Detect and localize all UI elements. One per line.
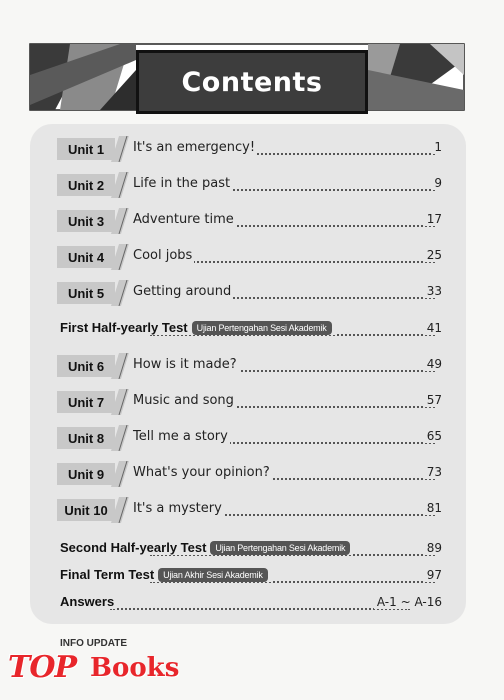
test-badge: Ujian Akhir Sesi Akademik — [158, 568, 268, 582]
unit-label: Unit 7 — [67, 394, 105, 410]
page-number: 81 — [424, 501, 442, 515]
unit-label: Unit 4 — [67, 249, 105, 265]
page-number: 33 — [424, 284, 442, 298]
logo-top-text: TOP — [8, 650, 77, 685]
unit-title: It's an emergency! — [133, 140, 256, 155]
test-title — [60, 567, 271, 582]
unit-tab — [57, 280, 127, 306]
page-number: 9 — [431, 176, 442, 190]
page-number: 65 — [424, 429, 442, 443]
unit-tab — [57, 172, 127, 198]
test-badge: Ujian Pertengahan Sesi Akademik — [210, 541, 350, 555]
answers-title: Answers — [60, 594, 117, 609]
unit-label: Unit 10 — [64, 502, 108, 518]
unit-label: Unit 8 — [67, 430, 105, 446]
test-title-text: Second Half-yearly Test — [60, 540, 207, 555]
unit-label: Unit 2 — [67, 177, 105, 193]
test-title — [60, 540, 353, 555]
page-number: A-1 ~ A-16 — [374, 595, 442, 609]
test-title-text: Final Term Test — [60, 567, 155, 582]
test-title — [60, 320, 335, 335]
unit-title: Tell me a story — [133, 429, 228, 444]
unit-label: Unit 1 — [67, 141, 105, 157]
page-title: Contents — [181, 66, 323, 98]
unit-title: It's a mystery — [133, 501, 222, 516]
test-badge: Ujian Pertengahan Sesi Akademik — [192, 321, 332, 335]
unit-tab — [57, 208, 127, 234]
unit-title: Getting around — [133, 284, 232, 299]
unit-tab — [57, 353, 127, 379]
logo-books-text: Books — [90, 653, 180, 683]
footer-label: INFO UPDATE — [60, 638, 128, 649]
unit-label: Unit 3 — [67, 213, 105, 229]
page-number: 1 — [431, 140, 442, 154]
unit-tab — [57, 136, 127, 162]
unit-title: What's your opinion? — [133, 465, 270, 480]
page-number: 57 — [424, 393, 442, 407]
unit-title: Adventure time — [133, 212, 234, 227]
unit-label: Unit 6 — [67, 358, 105, 374]
page-number: 97 — [424, 568, 442, 582]
page-number: 89 — [424, 541, 442, 555]
page-number: 25 — [424, 248, 442, 262]
unit-label: Unit 5 — [67, 285, 105, 301]
unit-title: Life in the past — [133, 176, 231, 191]
unit-title: Music and song — [133, 393, 234, 408]
title-box — [136, 50, 368, 114]
page-number: 49 — [424, 357, 442, 371]
unit-tab — [57, 497, 127, 523]
unit-tab — [57, 461, 127, 487]
page-number: 17 — [424, 212, 442, 226]
watermark-logo — [8, 645, 179, 685]
unit-title: Cool jobs — [133, 248, 193, 263]
unit-tab — [57, 244, 127, 270]
unit-tab — [57, 389, 127, 415]
unit-title: How is it made? — [133, 357, 237, 372]
page-number: 41 — [424, 321, 442, 335]
page-number: 73 — [424, 465, 442, 479]
dot-leader — [110, 608, 410, 610]
test-title-text: First Half-yearly Test — [60, 320, 188, 335]
unit-tab — [57, 425, 127, 451]
unit-label: Unit 9 — [67, 466, 105, 482]
